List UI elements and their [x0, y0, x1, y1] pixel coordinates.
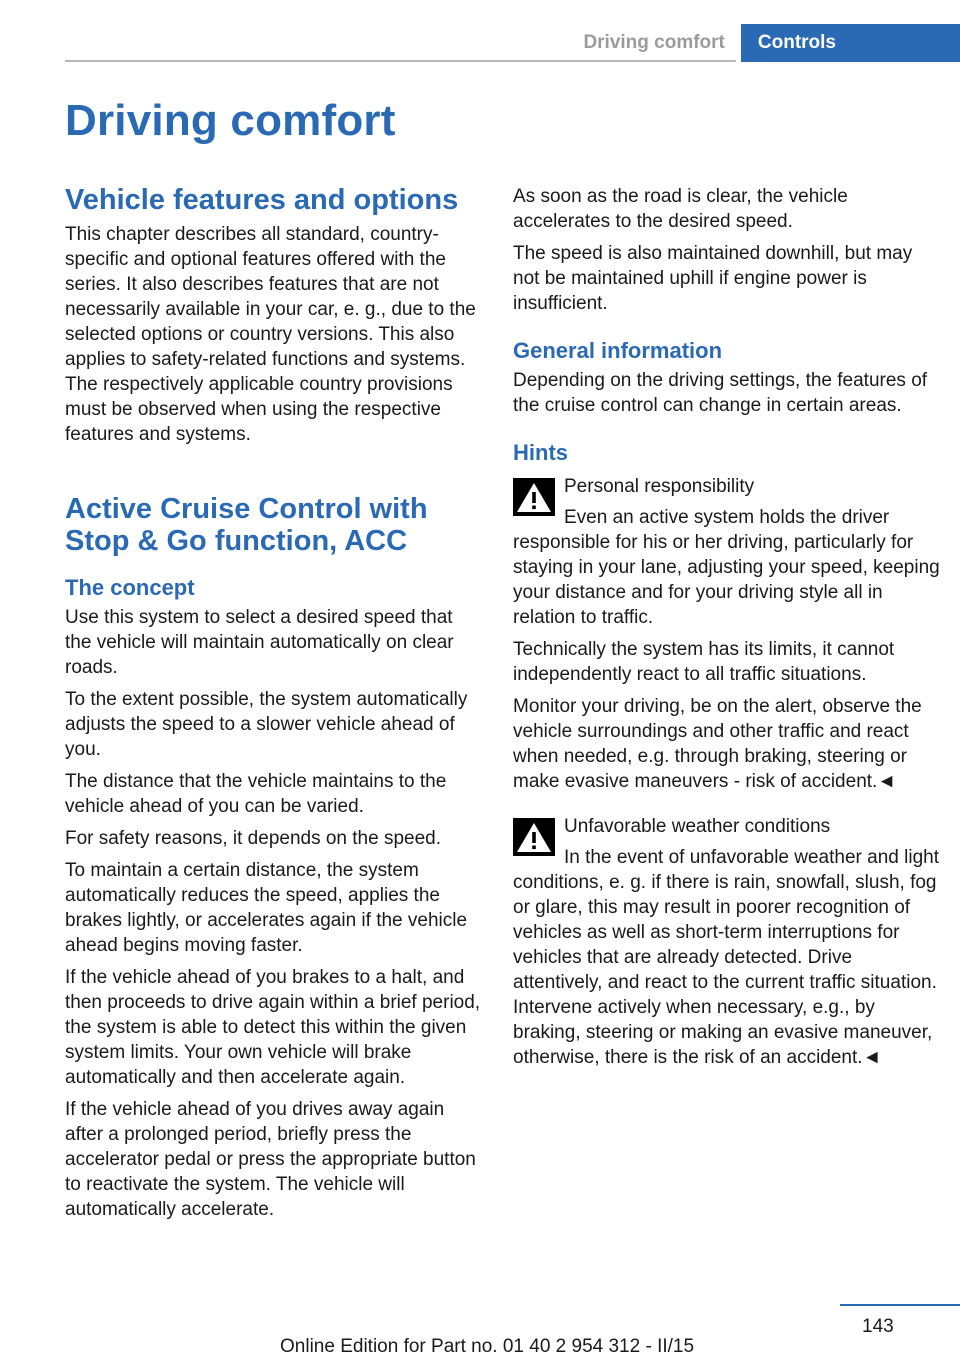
acc-continued-paragraph: The speed is also maintained downhill, but may not be maintained uphill if engine power is insufficient.: [513, 243, 913, 314]
acc-paragraph: To maintain a certain distance, the system automatically reduces the speed, applies the brakes lightly, or accelerates again if the vehicle ahead begins moving faster.: [65, 860, 468, 956]
warning-title: Personal responsibility: [564, 476, 755, 497]
footer-rule: [840, 1304, 960, 1306]
acc-paragraph: If the vehicle ahead of you brakes to a halt, and then proceeds to drive again within a brief period, the system is able to detect this within the given system limits. Your own vehicle will brake automatically and then accelerate again.: [65, 967, 481, 1088]
hints-heading: Hints: [513, 440, 568, 465]
warning-triangle-icon: [513, 478, 555, 516]
acc-continued-paragraph: As soon as the road is clear, the vehicle accelerates to the desired speed.: [513, 186, 848, 232]
right-column: [513, 184, 943, 1077]
general-information-text: Depending on the driving settings, the features of the cruise control can change in certain areas.: [513, 370, 928, 416]
acc-paragraph: To the extent possible, the system automatically adjusts the speed to a slower vehicle ahead of you.: [65, 689, 468, 760]
warning-personal-responsibility: [513, 474, 943, 794]
warning-paragraph: In the event of unfavorable weather and light conditions, e. g. if there is rain, snowfall, slush, fog or glare, this may result in poorer recognition of vehicles as well as short-term interruptions for vehicles that are already detected. Drive attentively, and react to the current traffic situation. Intervene actively when necessary, e.g., by braking, steering or making an evasive maneuver, otherwise, there is the risk of an accident.◄: [513, 847, 939, 1068]
acc-paragraph: The distance that the vehicle maintains to the vehicle ahead of you can be varied.: [65, 771, 447, 817]
acc-paragraph: If the vehicle ahead of you drives away again after a prolonged period, briefly press the accelerator pedal or press the appropriate button to reactivate the system. The vehicle will automatically accelerate.: [65, 1099, 476, 1220]
header-rule: [65, 60, 736, 62]
header-section-label: Driving comfort: [583, 32, 725, 53]
left-column: [65, 184, 483, 1229]
general-information-heading: General information: [513, 338, 723, 363]
vehicle-features-heading: Vehicle features and options: [65, 184, 459, 216]
page-title: Driving comfort: [65, 96, 396, 145]
edition-note: Online Edition for Part no. 01 40 2 954 312 - II/15: [280, 1336, 695, 1357]
warning-triangle-icon: [513, 818, 555, 856]
warning-title: Unfavorable weather conditions: [564, 816, 831, 837]
page-number: 143: [862, 1316, 894, 1337]
warning-unfavorable-weather: [513, 814, 943, 1070]
warning-paragraph: Monitor your driving, be on the alert, observe the vehicle surroundings and other traffic and react when needed, e.g. through braking, steering or make evasive maneuvers - risk of accident.◄: [513, 696, 922, 792]
header-chapter-tab: Controls: [741, 24, 960, 62]
warning-paragraph: Technically the system has its limits, it cannot independently react to all traffic situations.: [513, 639, 895, 685]
concept-heading: The concept: [65, 575, 195, 600]
warning-paragraph: Even an active system holds the driver responsible for his or her driving, particularly for staying in your lane, adjusting your speed, keeping your distance and for your driving style all in relation to traffic.: [513, 507, 940, 628]
acc-heading: Active Cruise Control with Stop & Go function, ACC: [65, 493, 428, 557]
vehicle-features-text: This chapter describes all standard, country-specific and optional features offered with the series. It also describes features that are not necessarily available in your car, e. g., due to the selected options or country versions. This also applies to safety-related functions and systems. The respectively applicable country provisions must be observed when using the respective features and systems.: [65, 224, 476, 445]
header-tabs: [583, 24, 960, 62]
acc-paragraph: For safety reasons, it depends on the speed.: [65, 828, 442, 849]
acc-paragraph: Use this system to select a desired speed that the vehicle will maintain automatically on clear roads.: [65, 607, 454, 678]
